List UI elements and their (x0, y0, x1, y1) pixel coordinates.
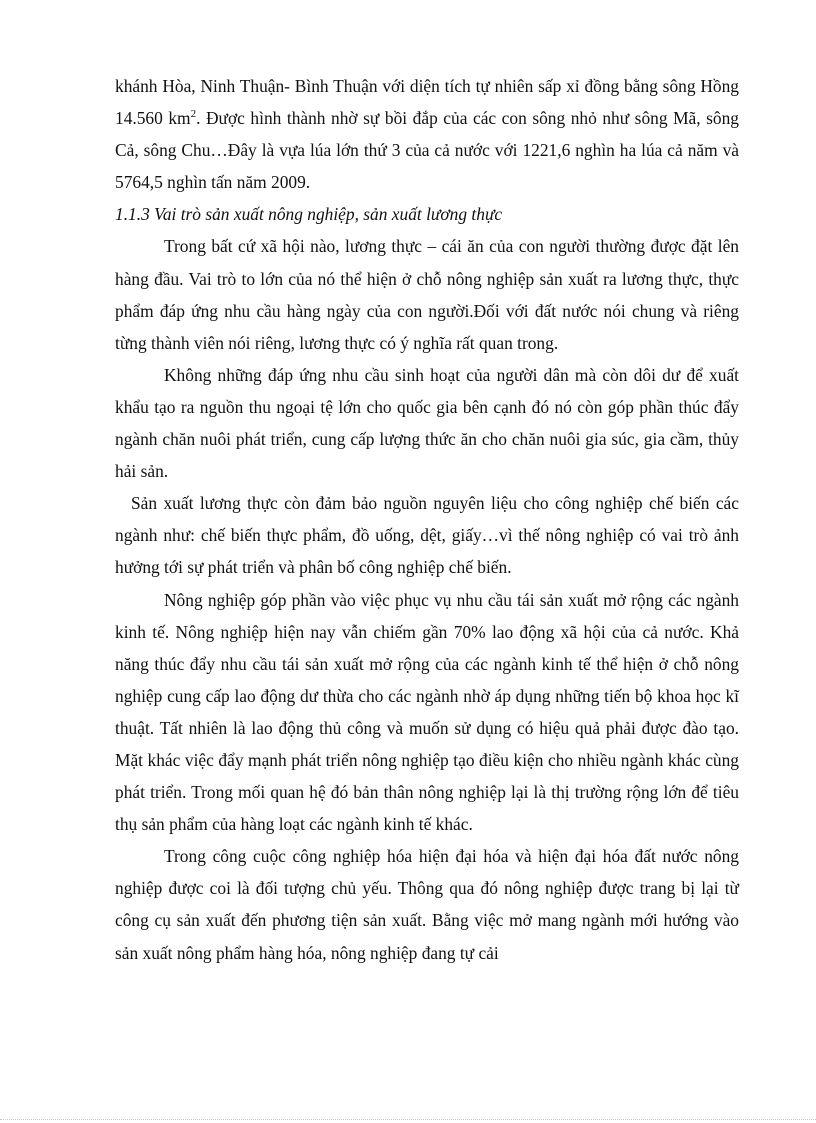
paragraph-export-role: Không những đáp ứng nhu cầu sinh hoạt của người dân mà còn dôi dư để xuất khẩu tạo ra nguồn thu ngoại tệ lớn cho quốc gia bên cạnh đó nó còn góp phần thúc đẩy ngành chăn nuôi phát triển, cung cấp lượng thức ăn cho chăn nuôi gia súc, gia cầm, thủy hải sản. (115, 364, 739, 482)
paragraph-food-role: Trong bất cứ xã hội nào, lương thực – cái ăn của con người thường được đặt lên hàng đầu. Vai trò to lớn của nó thể hiện ở chỗ nông nghiệp sản xuất ra lương thực, thực phẩm đáp ứng nhu cầu hàng ngày của con người.Đối với đất nước nói chung và riêng từng thành viên nói riêng, lương thực có ý nghĩa rất quan trong. (115, 236, 739, 353)
paragraph-reproduction-role: Nông nghiệp góp phần vào việc phục vụ nhu cầu tái sản xuất mở rộng các ngành kinh tế. Nông nghiệp hiện nay vẫn chiếm gần 70% lao động xã hội của cả nước. Khả năng thúc đẩy nhu cầu tái sản xuất mở rộng của các ngành kinh tế thể hiện ở chỗ nông nghiệp cung cấp lao động dư thừa cho các ngành nhờ áp dụng những tiến bộ khoa học kĩ thuật. Tất nhiên là lao động thủ công và muốn sử dụng có hiệu quả phải được đào tạo. Mặt khác việc đẩy mạnh phát triển nông nghiệp tạo điều kiện cho nhiều ngành khác cùng phát triển. Trong mối quan hệ đó bản thân nông nghiệp lại là thị trường rộng lớn để tiêu thụ sản phẩm của hàng loạt các ngành kinh tế khác. (115, 589, 739, 835)
paragraph-intro-continued (115, 70, 739, 198)
paragraph-industrialization: Trong công cuộc công nghiệp hóa hiện đại hóa và hiện đại hóa đất nước nông nghiệp được coi là đối tượng chủ yếu. Thông qua đó nông nghiệp được trang bị lại từ công cụ sản xuất đến phương tiện sản xuất. Bằng việc mở mang ngành mới hướng vào sản xuất nông phẩm hàng hóa, nông nghiệp đang tự cải (115, 846, 739, 963)
page-bottom-rule (0, 1119, 816, 1120)
paragraph-text: khánh Hòa, Ninh Thuận- Bình Thuận với diện tích tự nhiên sấp xỉ đồng bằng sông Hồng 14.560 km (115, 76, 739, 129)
section-heading-1-1-3: 1.1.3 Vai trò sản xuất nông nghiệp, sản xuất lương thực (115, 204, 503, 225)
document-body (115, 70, 739, 969)
paragraph-text: . Được hình thành nhờ sự bồi đắp của các con sông nhỏ như sông Mã, sông Cả, sông Chu…Đây là vựa lúa lớn thứ 3 của cả nước với 1221,6 nghìn ha lúa cả năm và 5764,5 nghìn tấn năm 2009. (115, 108, 739, 193)
paragraph-raw-materials: Sản xuất lương thực còn đảm bảo nguồn nguyên liệu cho công nghiệp chế biến các ngành như: chế biến thực phẩm, đồ uống, dệt, giấy…vì thế nông nghiệp có vai trò ảnh hưởng tới sự phát triển và phân bố công nghiệp chế biến. (115, 493, 739, 578)
superscript-two: 2 (190, 108, 197, 121)
